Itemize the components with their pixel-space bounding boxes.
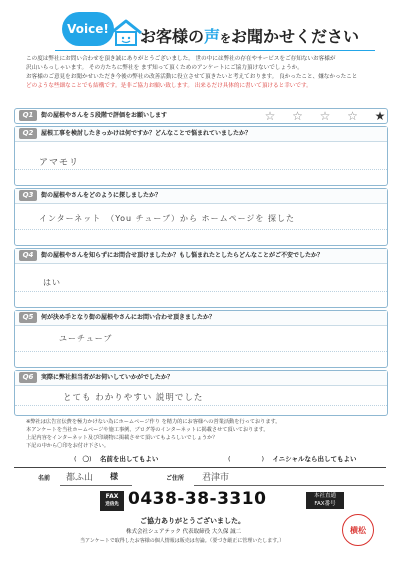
- name-label: 名前: [38, 475, 51, 482]
- fax-badge-top: FAX: [105, 493, 119, 500]
- fax-label-line: FAX番号: [314, 501, 336, 507]
- question-6: [14, 370, 388, 416]
- question-number: Q3: [19, 190, 37, 201]
- answer-text: ユーチューブ: [59, 334, 113, 343]
- paren-pair: ( ): [228, 455, 271, 463]
- consent-notes: [26, 418, 386, 450]
- name-line: [60, 485, 132, 486]
- question-header: [15, 189, 387, 204]
- intro-line: お客様のご意見をお聞かせいただき今後の弊社の改善活動に役立させて頂きたいと考えております。 良かったこと、嫌なかったこと: [26, 74, 358, 80]
- question-1: [14, 108, 388, 124]
- question-text: 何が決め手となり街の屋根やさんにお問い合わせ頂きましたか？: [41, 314, 216, 321]
- pref-label: イニシャルなら出してもよい: [272, 455, 357, 463]
- title-pre: お客様の: [140, 27, 205, 46]
- title-accent: 声: [204, 27, 221, 46]
- rating-stars[interactable]: [263, 110, 387, 122]
- star-icon[interactable]: ☆: [292, 109, 303, 123]
- name-preference-row: [26, 452, 386, 466]
- question-header: [15, 311, 387, 326]
- title-underline: [55, 50, 375, 51]
- question-5: [14, 310, 388, 368]
- title-post: お聞かせください: [231, 27, 360, 46]
- thanks-text: ご協力ありがとうございました。: [140, 517, 245, 525]
- note-line: 上記内容をインターネット及び印刷物に掲載させて頂いてもよろしいでしょうか？: [26, 435, 218, 441]
- answer-text: はい: [43, 278, 61, 287]
- fax-label-line: 本社直通: [313, 493, 336, 499]
- answer-text: アマモリ: [39, 158, 80, 168]
- star-icon[interactable]: ☆: [319, 109, 331, 123]
- company-name: 株式会社シェアテック 代表取締役 大久保 誠二: [126, 529, 242, 535]
- fax-number: 0438-38-3310: [128, 489, 267, 509]
- answer-text: とても わかりやすい 説明でした: [63, 393, 204, 403]
- star-icon[interactable]: ☆: [264, 109, 276, 123]
- question-3: [14, 188, 388, 246]
- fax-block: [100, 490, 345, 512]
- pref-mark: 〇: [82, 455, 90, 463]
- intro-line: 沢山いらっしゃいます。 その方たちに弊社を まず知って頂くためのアンケートにご協力頂けないでしょうか。: [26, 65, 303, 71]
- address-line: [194, 485, 384, 486]
- answer-line: [15, 405, 387, 406]
- question-header: [15, 371, 387, 386]
- answer-text: インターネット （You チューブ）から ホームページを 探した: [39, 214, 295, 223]
- paren-open: (: [74, 455, 83, 463]
- question-4: [14, 248, 388, 308]
- pref-option-initial[interactable]: [228, 452, 356, 466]
- question-text: 実際に弊社担当者がお伺いしていかがでしたか？: [41, 374, 174, 381]
- question-header: [15, 127, 387, 142]
- question-number: Q2: [19, 128, 37, 139]
- address-value[interactable]: 君津市: [202, 473, 230, 483]
- question-number: Q4: [19, 250, 37, 261]
- question-text: 屋根工事を検討したきっかけは何ですか？どんなことで悩まれていましたか？: [41, 130, 252, 137]
- voice-badge: Voice!: [62, 12, 114, 46]
- fax-badge-bottom: 送信先: [105, 502, 119, 507]
- title-mid: を: [220, 32, 232, 45]
- question-text: 街の屋根やさんを知らずにお問合せ頂けましたか？もし悩まれたとしたらどんなことがご不安でしたか？: [41, 252, 324, 259]
- question-number: Q6: [19, 372, 37, 383]
- answer-line: [15, 291, 387, 292]
- name-suffix: 様: [110, 472, 118, 481]
- house-icon: [108, 18, 144, 48]
- question-header: [15, 249, 387, 264]
- divider: [14, 467, 386, 468]
- fax-label: [306, 492, 344, 509]
- privacy-note: 当アンケートで取得したお客様の個人情報は販売は勿論。（要づき厳正に管理いたします。）: [80, 538, 285, 544]
- question-2: [14, 126, 388, 186]
- address-label: ご住所: [166, 475, 185, 482]
- intro-text: [26, 55, 378, 91]
- question-text: 街の屋根やさんをどのように探しましたか？: [41, 192, 162, 199]
- contact-form-row: [14, 470, 386, 486]
- name-value[interactable]: 都ふ山: [66, 473, 94, 483]
- question-text: 街の屋根やさんを５段階で評価をお願いします: [41, 112, 168, 119]
- question-number: Q1: [19, 110, 37, 121]
- page-title: [140, 24, 390, 48]
- pref-label: 名前を出してもよい: [99, 455, 159, 463]
- note-line: ※弊社は広告宣伝費を極力かけない為にホームページ作り を精力的にお客様への営業活動を行っております。: [26, 419, 281, 425]
- paren-close: ): [89, 455, 98, 463]
- star-icon[interactable]: ☆: [347, 109, 358, 123]
- note-line: 下記の中から〇印をお付け下さい。: [26, 443, 110, 449]
- note-line: 本アンケートを当社ホームページや施工事例、ブログ等のインターネットに掲載させて頂いております。: [26, 427, 269, 433]
- pref-option-name[interactable]: [74, 452, 158, 466]
- question-number: Q5: [19, 312, 37, 323]
- answer-line: [15, 351, 387, 352]
- star-icon-filled[interactable]: ★: [374, 109, 386, 123]
- intro-line: どのような些細なことでも結構です。是非ご協力お願い致します。 出来るだけ具体的に書いて頂けると幸いです。: [26, 83, 312, 89]
- seal-stamp: 横松: [342, 514, 374, 546]
- answer-line: [15, 169, 387, 170]
- fax-badge: [100, 491, 124, 511]
- intro-line: この度は弊社にお問い合わせを頂き誠にありがとうございました。 世の中には弊社の存在やサービスをご存知ないお客様が: [26, 56, 336, 62]
- answer-line: [15, 229, 387, 230]
